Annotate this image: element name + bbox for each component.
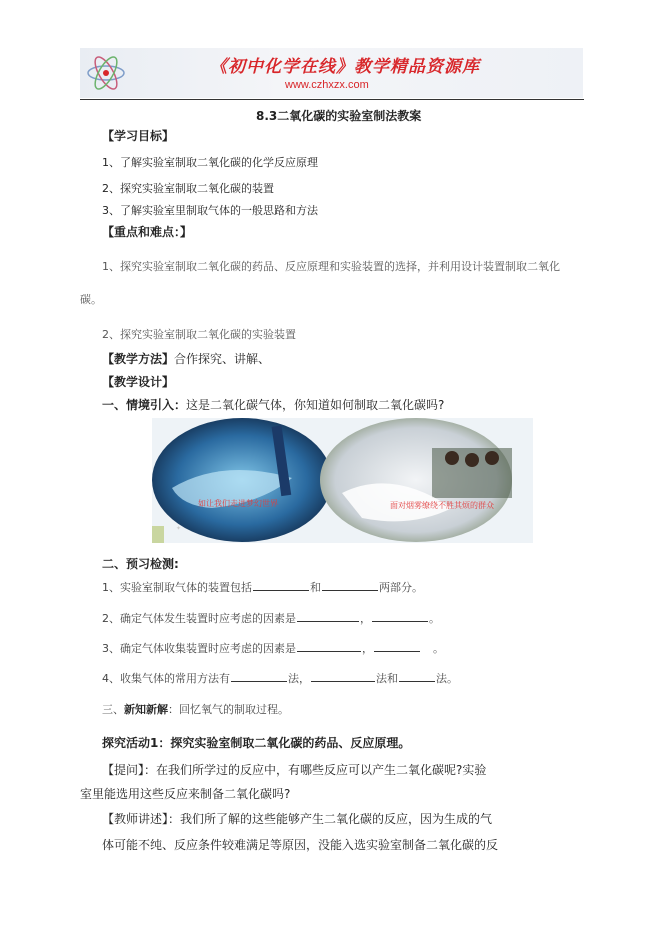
answer-blank[interactable] xyxy=(399,670,435,682)
header-divider xyxy=(80,99,584,100)
q4-text: 法。 xyxy=(436,672,458,685)
ask-line xyxy=(102,761,486,778)
new-prefix: 三、 xyxy=(102,703,124,716)
intro-label: 一、情境引入： xyxy=(102,398,187,412)
goals-heading: 【学习目标】 xyxy=(102,129,175,143)
photo-left-caption: 如让我们走进梦幻世界 xyxy=(198,499,278,508)
answer-blank[interactable] xyxy=(311,670,375,682)
question-2 xyxy=(102,610,440,626)
q1-text: 两部分。 xyxy=(379,581,423,594)
teach-line xyxy=(102,810,492,827)
new-text: ：回忆氧气的制取过程。 xyxy=(168,703,289,716)
design-heading: 【教学设计】 xyxy=(102,375,175,389)
key-point-2: 2、探究实验室制取二氧化碳的实验装置 xyxy=(102,328,296,341)
teach-label: 【教师讲述】 xyxy=(102,812,169,826)
q3-text: 3、确定气体收集装置时应考虑的因素是 xyxy=(102,642,296,655)
method-label: 【教学方法】 xyxy=(102,352,175,366)
q2-text: ， xyxy=(360,612,371,625)
answer-blank[interactable] xyxy=(253,579,309,591)
q1-text: 1、实验室制取气体的装置包括 xyxy=(102,581,252,594)
activity-1-heading: 探究活动1：探究实验室制取二氧化碳的药品、反应原理。 xyxy=(102,736,411,750)
answer-blank[interactable] xyxy=(231,670,287,682)
answer-blank[interactable] xyxy=(372,610,428,622)
teach-line-cont: 体可能不纯、反应条件较难满足等原因，没能入选实验室制备二氧化碳的反 xyxy=(102,838,499,852)
question-3 xyxy=(102,640,444,656)
ask-label: 【提问】 xyxy=(102,763,145,777)
method-line xyxy=(102,350,270,367)
teach-text: ：我们所了解的这些能够产生二氧化碳的反应，因为生成的气 xyxy=(168,812,493,826)
key-heading: 【重点和难点：】 xyxy=(102,225,193,239)
preview-heading: 二、预习检测: xyxy=(102,557,179,571)
svg-text:✦: ✦ xyxy=(176,525,182,532)
q4-text: 法， xyxy=(288,672,310,685)
q1-text: 和 xyxy=(310,581,321,594)
atom-logo-icon xyxy=(84,52,128,94)
photo-right-caption: 面对烟雾缭绕不胜其烦的群众 xyxy=(390,501,494,510)
q4-text: 4、收集气体的常用方法有 xyxy=(102,672,230,685)
answer-blank[interactable] xyxy=(322,579,378,591)
answer-blank[interactable] xyxy=(297,610,359,622)
doc-title: 8.3二氧化碳的实验室制法教案 xyxy=(256,109,422,123)
key-point-1: 1、探究实验室制取二氧化碳的药品、反应原理和实验装置的选择，并利用设计装置制取二氧化 xyxy=(102,260,560,273)
new-label: 新知新解 xyxy=(124,703,168,716)
goal-item: 1、了解实验室制取二氧化碳的化学反应原理 xyxy=(102,156,318,169)
header-banner xyxy=(80,48,583,98)
ask-line-cont: 室里能选用这些反应来制备二氧化碳吗? xyxy=(80,787,291,801)
banner-title: 《初中化学在线》教学精品资源库 xyxy=(210,57,480,77)
answer-blank[interactable] xyxy=(374,640,420,652)
answer-blank[interactable] xyxy=(297,640,361,652)
method-text: 合作探究、讲解、 xyxy=(174,352,271,366)
q2-text: 2、确定气体发生装置时应考虑的因素是 xyxy=(102,612,296,625)
key-point-1-cont: 碳。 xyxy=(80,293,102,306)
new-knowledge-line xyxy=(102,701,289,717)
q4-text: 法和 xyxy=(376,672,398,685)
goal-item: 3、了解实验室里制取气体的一般思路和方法 xyxy=(102,204,318,217)
goal-item: 2、探究实验室制取二氧化碳的装置 xyxy=(102,182,274,195)
q3-text: ， xyxy=(362,642,373,655)
intro-photo-graphic xyxy=(152,418,533,543)
q3-text: 。 xyxy=(433,642,444,655)
q2-text: 。 xyxy=(429,612,440,625)
ask-text: ：在我们所学过的反应中，有哪些反应可以产生二氧化碳呢?实验 xyxy=(144,763,487,777)
banner-url: www.czhxzx.com xyxy=(285,79,369,91)
intro-text: 这是二氧化碳气体，你知道如何制取二氧化碳吗? xyxy=(186,398,445,412)
intro-line xyxy=(102,396,444,413)
intro-photo xyxy=(152,418,533,543)
question-1 xyxy=(102,579,423,595)
question-4 xyxy=(102,670,458,686)
